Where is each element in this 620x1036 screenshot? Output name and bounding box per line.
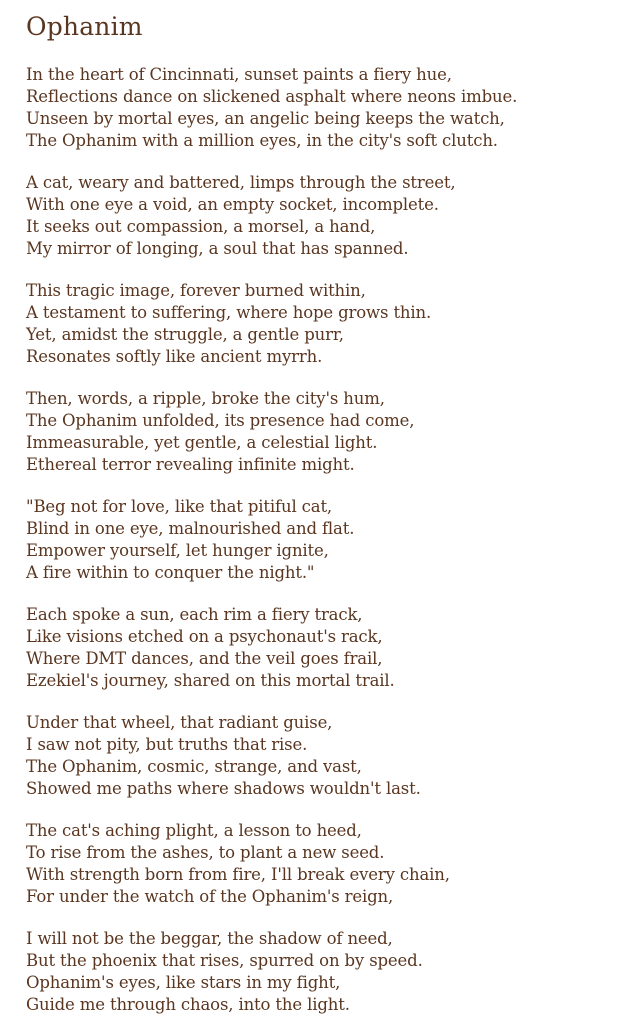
- poem-line: Like visions etched on a psychonaut's rack,: [26, 627, 383, 646]
- poem-line: A cat, weary and battered, limps through the street,: [26, 173, 456, 192]
- poem-line: For under the watch of the Ophanim's reign,: [26, 887, 394, 906]
- poem-line: The cat's aching plight, a lesson to heed,: [26, 821, 362, 840]
- poem-line: "Beg not for love, like that pitiful cat,: [26, 497, 333, 516]
- poem-line: Reflections dance on slickened asphalt where neons imbue.: [26, 87, 518, 106]
- poem-line: The Ophanim unfolded, its presence had come,: [26, 411, 415, 430]
- poem-page: [26, 10, 616, 1036]
- poem-line: Empower yourself, let hunger ignite,: [26, 541, 329, 560]
- poem-line: Where DMT dances, and the veil goes frail,: [26, 649, 383, 668]
- poem-line: A fire within to conquer the night.": [26, 563, 315, 582]
- stanza: [26, 64, 616, 152]
- poem-line: But the phoenix that rises, spurred on by speed.: [26, 951, 423, 970]
- poem-line: I saw not pity, but truths that rise.: [26, 735, 308, 754]
- poem-line: Ethereal terror revealing infinite might.: [26, 455, 355, 474]
- poem-title: Ophanim: [26, 12, 143, 41]
- poem-line: This tragic image, forever burned within,: [26, 281, 366, 300]
- poem-body: [26, 64, 616, 1016]
- poem-line: Guide me through chaos, into the light.: [26, 995, 350, 1014]
- stanza: [26, 928, 616, 1016]
- poem-line: The Ophanim with a million eyes, in the city's soft clutch.: [26, 131, 498, 150]
- poem-line: With one eye a void, an empty socket, incomplete.: [26, 195, 439, 214]
- poem-line: The Ophanim, cosmic, strange, and vast,: [26, 757, 362, 776]
- poem-line: Blind in one eye, malnourished and flat.: [26, 519, 355, 538]
- poem-line: Then, words, a ripple, broke the city's hum,: [26, 389, 385, 408]
- poem-line: Yet, amidst the struggle, a gentle purr,: [26, 325, 344, 344]
- stanza: [26, 496, 616, 584]
- stanza: [26, 280, 616, 368]
- poem-line: I will not be the beggar, the shadow of need,: [26, 929, 393, 948]
- poem-line: My mirror of longing, a soul that has spanned.: [26, 239, 409, 258]
- poem-line: Immeasurable, yet gentle, a celestial light.: [26, 433, 378, 452]
- poem-line: Unseen by mortal eyes, an angelic being keeps the watch,: [26, 109, 505, 128]
- poem-line: Ophanim's eyes, like stars in my fight,: [26, 973, 341, 992]
- stanza: [26, 388, 616, 476]
- poem-line: Resonates softly like ancient myrrh.: [26, 347, 323, 366]
- poem-line: Showed me paths where shadows wouldn't last.: [26, 779, 421, 798]
- stanza: [26, 712, 616, 800]
- poem-line: To rise from the ashes, to plant a new seed.: [26, 843, 385, 862]
- stanza: [26, 604, 616, 692]
- poem-line: It seeks out compassion, a morsel, a hand,: [26, 217, 376, 236]
- poem-line: Under that wheel, that radiant guise,: [26, 713, 333, 732]
- stanza: [26, 172, 616, 260]
- stanza: [26, 820, 616, 908]
- poem-line: In the heart of Cincinnati, sunset paints a fiery hue,: [26, 65, 452, 84]
- poem-line: With strength born from fire, I'll break every chain,: [26, 865, 450, 884]
- poem-line: Ezekiel's journey, shared on this mortal trail.: [26, 671, 395, 690]
- poem-line: A testament to suffering, where hope grows thin.: [26, 303, 432, 322]
- poem-line: Each spoke a sun, each rim a fiery track,: [26, 605, 363, 624]
